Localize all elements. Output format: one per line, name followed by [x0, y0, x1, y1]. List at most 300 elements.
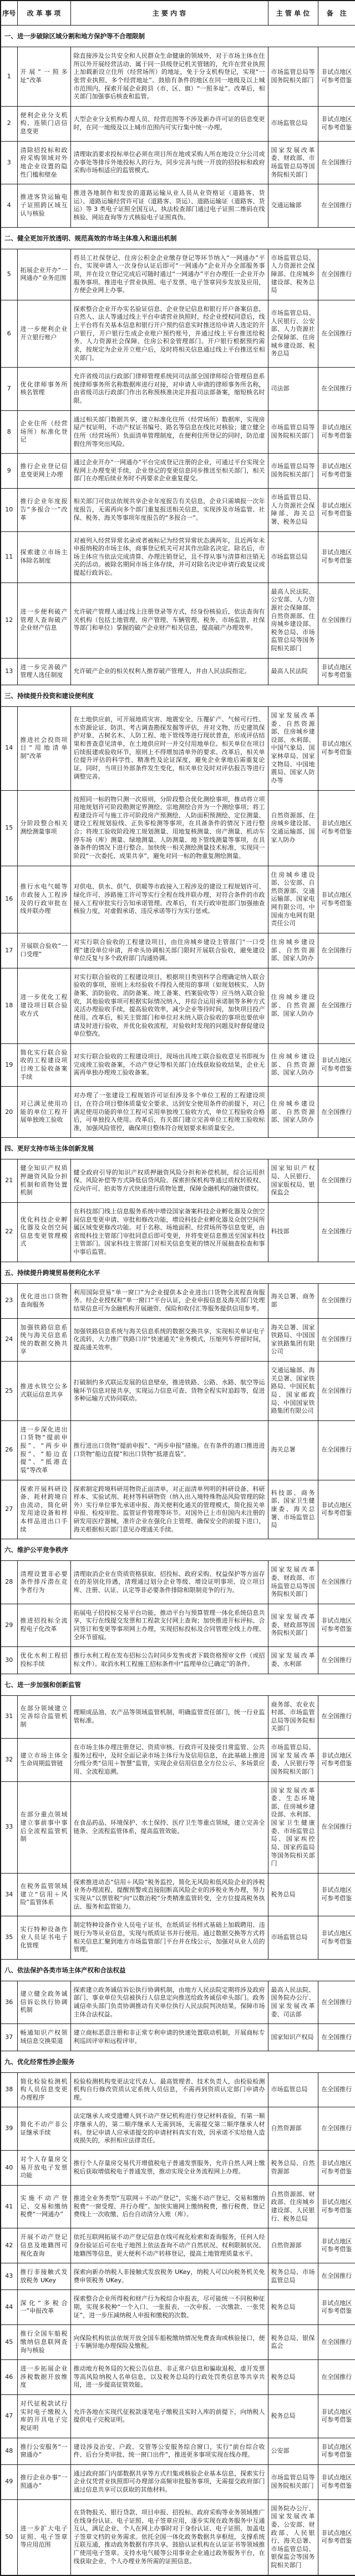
row-number: 8: [1, 410, 17, 454]
main-content-cell: 利用国际贸易“单一窗口”为企业提供本企业进出口货物全流程查询服务。经企业授权和“单一窗口”平台认证，企业申报信息及海关部门处理结果信息可为金融机构开展融资、保险和收付汇等服务提供信用参考。: [70, 1283, 268, 1318]
main-content-cell: 清理取消要求投标单位必须在项目所在地或采购人所在地设立分公司或办事处等排斥外地投标人的行为，同步完善与统一开放的招投标和政府采购市场相适应的监管模式。: [70, 141, 268, 184]
reform-item-cell: 推进招投标全流程电子化改革: [17, 1604, 70, 1647]
main-content-cell: 对实行联合验收的工程建设项目，由住房城乡建设主管部门“一口受理”建设单位申请，并牵头协调相关部门限时开展联合验收，避免建设单位反复与多个政府部门沟通协调。: [70, 933, 268, 968]
row-number: 33: [1, 1781, 17, 1873]
reform-item-cell: 便利企业分支机构、连锁门店信息变更: [17, 106, 70, 141]
row-number: 18: [1, 968, 17, 1043]
section-title: 六、维护公平竞争秩序: [1, 1539, 355, 1561]
responsible-unit-cell: 海关总署、国家铁路局、中国国家铁路集团有限公司: [268, 1318, 318, 1362]
table-row: [1, 141, 355, 184]
main-content-cell: 推动地方税务局的欠税公告信息、非正常户信息和骗取退税、虚开发票等高风险纳税人名单信息，以及税务总局的行政处罚类信息等共享共用，进一步提高征管效能。: [70, 2360, 268, 2395]
remark-cell: 非试点地区可参考借鉴: [318, 1739, 355, 1782]
remark-cell: 在全国推行: [318, 2263, 355, 2290]
responsible-unit-cell: 税务总局、银保监会: [268, 2325, 318, 2360]
responsible-unit-cell: 自然资源部: [268, 2228, 318, 2263]
responsible-unit-cell: 国家发展改革委、财政部、市场监管总局等国务院相关部门: [268, 1561, 318, 1604]
main-content-cell: 检验检测机构变更法定代表人、最高管理者、技术负责人，由检验检测机构自行修改资质认定系统人员信息，不需再到资质认定部门申请办理。: [70, 2072, 268, 2107]
remark-cell: 在全国推行: [318, 1087, 355, 1138]
reform-item-cell: 优化进出口货物查询服务: [17, 1283, 70, 1318]
responsible-unit-cell: 国务院办公厅、国家发展改革委、公安部、财政部、人民银行、海关总署、市场监管总局、银保监会等国务院相关部门: [268, 2499, 318, 2575]
remark-cell: 非试点地区可参考借鉴: [318, 1604, 355, 1647]
column-header-main-content: 主 要 内 容: [70, 1, 268, 26]
row-number: 48: [1, 2438, 17, 2464]
table-row: [1, 1087, 355, 1138]
responsible-unit-cell: 税务总局: [268, 1873, 318, 1916]
main-content-cell: 清理取消企业在资质资格获取、招投标、政府采购、权益保护等方面存在的差别化待遇，清理通过划分企业等级、增设证明事项、设立项目库、注册、认证、认定等非必要条件排除和限制竞争的行为。: [70, 1561, 268, 1604]
table-row: [1, 1318, 355, 1362]
row-number: 9: [1, 454, 17, 489]
table-row: [1, 531, 355, 583]
reform-item-cell: 简化实行联合验收的工程建设项目竣工验收备案手续: [17, 1043, 70, 1087]
section-header-row: [1, 1959, 355, 1981]
reform-item-cell: 推进客货运输电子证照跨区域互认与核验: [17, 184, 70, 228]
row-number: 30: [1, 1647, 17, 1674]
table-row: [1, 2228, 355, 2263]
remark-cell: 在全国推行: [318, 2072, 355, 2107]
main-content-cell: 推行水利工程在发布招标公告时同步发售或者下载资格预审文件（或招标文件）。取消水利工程施工招标条件中“监理单位已确定”的条件。: [70, 1647, 268, 1674]
reform-item-cell: 分阶段整合相关测绘测量事项: [17, 790, 70, 866]
remark-cell: 非试点地区可参考借鉴: [318, 47, 355, 107]
reform-item-cell: 开展联合验收“一口受理”: [17, 933, 70, 968]
responsible-unit-cell: 国家发展改革委、水利部: [268, 1647, 318, 1674]
main-content-cell: 探索整合企业开办实名验证信息、企业登记信息和银行开户备案信息，自然人、法人等通过线上平台申请营业执照时，经企业授权同意后，线上平台将有关基本信息和银行开户预约信息实时推送给申请人选定的开户银行，开户银行生成企业账户预约账号，并通过线上平台推送给税务、人力资源社会保障、住房公积金管理部门。开户银行根据预约需求，按规定为企业开立账户后，及时将相关信息通过线上平台推送至相关部门。: [70, 300, 268, 367]
reform-item-cell: 加强铁路信息系统与海关信息系统的数据交换共享: [17, 1318, 70, 1362]
remark-cell: 非试点地区可参考借鉴: [318, 454, 355, 489]
responsible-unit-cell: 国家知识产权局: [268, 2024, 318, 2051]
reform-item-cell: 推行公安服务“一窗通办”: [17, 2438, 70, 2464]
responsible-unit-cell: 税务总局: [268, 2360, 318, 2395]
column-header-reform-item: 改 革 事 项: [17, 1, 70, 26]
row-number: 50: [1, 2499, 17, 2575]
main-content-cell: 在食品药品、环境保护、水土保持、医疗卫生等重点领域，建立完善全链条、全流程监管体系，提高监管效能。: [70, 1781, 268, 1873]
table-row: [1, 1695, 355, 1739]
main-content-cell: 通过企业开办“一网通办”平台完成登记注册的企业，可通过平台实现全程网上办理变更手续，企业登记的变更信息同步推送至相关部门，相关部门在办理后续业务时不再要求企业重复提交。: [70, 454, 268, 489]
row-number: 22: [1, 1202, 17, 1262]
responsible-unit-cell: 市场监管总局、国家发展改革委、人民银行等国务院相关部门: [268, 1739, 318, 1782]
reform-item-cell: 优化律师事务所核名管理: [17, 368, 70, 411]
row-number: 43: [1, 2263, 17, 2290]
table-row: [1, 410, 355, 454]
main-content-cell: 推行个人存量房交易代开增值税电子普通发票服务，允许自然人网上缴税后获取增值税电子普通发票，推动实现全业务流程网上办理。: [70, 2150, 268, 2185]
section-header-row: [1, 1138, 355, 1159]
row-number: 3: [1, 141, 17, 184]
reform-item-cell: 推行全国车船税缴纳信息联网查询与核验: [17, 2325, 70, 2360]
reform-item-cell: 进一步拓展企业涉税数据开放维度: [17, 2360, 70, 2395]
section-title: 二、健全更加开放透明、规范高效的市场主体准入和退出机制: [1, 227, 355, 249]
responsible-unit-cell: 市场监管总局: [268, 2072, 318, 2107]
section-title: 九、优化经常性涉企服务: [1, 2051, 355, 2072]
reform-item-cell: 进一步深化进出口货物“提前申报”、“两步申报”、“船边直提”、“抵港直装”等改革: [17, 1420, 70, 1480]
main-content-cell: 对供电、供水、供气、供暖等市政接入工程涉及的建设工程规划许可、绿化许可、涉路施工许可等实行全程在线并联办理，对符合条件的市政接入工程审批实行告知承诺管理。改革后，有关行政审批部门加强抽查核验力度，对虚假承诺、违反承诺等行为实行惩戒。: [70, 866, 268, 933]
responsible-unit-cell: 国家发展改革委、自然资源部、住房城乡建设部、水利部、中国气象局、国家林草局、国家文物局、中国地震局、国家人防办等: [268, 706, 318, 790]
main-content-cell: 按照同一标的物只测一次原则，分阶段整合优化测绘事项，推动将立项用地规划许可阶段勘测定界测绘、宗地测绘合并为一个测绘事项；将工程建设许可与施工许可阶段房产预测绘、人防面积预测绘、定位测量、建设工程规划验线、正负零检测等事项，在具备条件的情况下进行整合；将竣工验收阶段竣工规划测量、用地复核测量、房产测量、机动车停车场（库）测量、绿地测量、人防测量、地下管线测量等事项，在具备条件的情况下进行整合。加快统一相关测绘测量技术标准，实现同一阶段“一次委托、成果共享”，避免对同一标的物重复测绘测量。: [70, 790, 268, 866]
table-row: [1, 1362, 355, 1421]
main-content-cell: 拓展电子招投标交易平台功能，推动平台与预算管理一体化系统信息共享，实行在线提交发票和工程款支付网上查询；加快推进开标评标、合同签订和变更等事项网上办理，实现招标投标及合同管理全线上办理、全环节留痕。: [70, 1604, 268, 1647]
reform-item-cell: 深化“多税合一”申报改革: [17, 2290, 70, 2325]
responsible-unit-cell: 科技部、商务部、国家卫生健康委、海关总署、市场监管总局: [268, 1480, 318, 1539]
table-row: [1, 2499, 355, 2575]
responsible-unit-cell: 市场监管总局等国务院相关部门: [268, 410, 318, 454]
row-number: 6: [1, 300, 17, 367]
remark-cell: 在全国推行: [318, 1420, 355, 1480]
reform-item-cell: 进一步便利企业开立银行账户: [17, 300, 70, 367]
reform-item-cell: 优化科技企业孵化器及众创空间信息变更管理模式: [17, 1202, 70, 1262]
reform-item-cell: 开展“一照多址”改革: [17, 47, 70, 107]
reform-item-cell: 对代征税款试行实时电子缴税入库的开具电子完税证明: [17, 2395, 70, 2438]
reform-item-cell: 拓展企业开办“一网通办”业务范围: [17, 249, 70, 300]
table-row: [1, 1043, 355, 1087]
table-row: [1, 47, 355, 107]
main-content-cell: 推进各地制作和发放的道路运输从业人员从业资格证（道路客、货运）、道路运输经营许可证（道路客、货运）、道路运输证（道路客、货运）等 3 类电子证照全国互认，执法检查部门通过电子证照二维码在线核验、网站查询等方式核验电子证照真伪。: [70, 184, 268, 228]
responsible-unit-cell: 国家发展改革委、财政部、市场监管总局等国务院相关部门: [268, 141, 318, 184]
table-row: [1, 489, 355, 532]
row-number: 19: [1, 1043, 17, 1087]
main-content-cell: 对被列入经营异常名录或者被标记为经营异常状态满两年，且近两年未申报纳税的市场主体，商事登记机关可对其作出除名决定。除名后，市场主体应当依法完成清算、办理注销登记，且不得从事与清算和注销无关的活动。被除名期间市场主体存续，并可对除名决定申请行政复议或提起行政诉讼。: [70, 531, 268, 583]
table-row: [1, 1480, 355, 1539]
reform-item-cell: 进一步优化工程建设项目联合验收方式: [17, 968, 70, 1043]
remark-cell: 非试点地区可参考借鉴: [318, 1873, 355, 1916]
row-number: 24: [1, 1318, 17, 1362]
column-header-remark: 备 注: [318, 1, 355, 26]
row-number: 34: [1, 1873, 17, 1916]
reform-item-cell: 探索开展科研设备、耗材跨境自由流动，简化研发用途设备和样本样品进出口手续: [17, 1480, 70, 1539]
row-number: 47: [1, 2395, 17, 2438]
header-row: [1, 1, 355, 26]
main-content-cell: 允许各地在实现代征税款逐笔电子缴税且实时入库的前提下，向纳税人提供电子完税证明。: [70, 2395, 268, 2438]
responsible-unit-cell: 住房城乡建设部、自然资源部、国家人防办: [268, 1087, 318, 1138]
remark-cell: 非试点地区可参考借鉴: [318, 2228, 355, 2263]
section-title: 八、依法保护各类市场主体产权和合法权益: [1, 1959, 355, 1981]
responsible-unit-cell: 税务总局、自然资源部: [268, 2150, 318, 2185]
remark-cell: 在全国推行: [318, 1283, 355, 1318]
responsible-unit-cell: 司法部: [268, 368, 318, 411]
row-number: 49: [1, 2464, 17, 2499]
row-number: 46: [1, 2360, 17, 2395]
reform-item-cell: 在部分重点领域建立事前事中事后全流程监管机制: [17, 1781, 70, 1873]
remark-cell: 非试点地区可参考借鉴: [318, 2150, 355, 2185]
remark-cell: 在全国推行: [318, 2107, 355, 2151]
reform-item-cell: 推行水电气暖等市政接入工程涉及的行政审批在线并联办理: [17, 866, 70, 933]
reform-item-cell: 简化不动产非公证继承手续: [17, 2107, 70, 2151]
reform-item-cell: 对已满足使用功能的单位工程开展单独竣工验收: [17, 1087, 70, 1138]
row-number: 40: [1, 2150, 17, 2185]
reform-item-cell: 探索建立市场主体除名制度: [17, 531, 70, 583]
remark-cell: 非试点地区可参考借鉴: [318, 2499, 355, 2575]
table-row: [1, 658, 355, 685]
table-row: [1, 1916, 355, 1960]
remark-cell: 非试点地区可参考借鉴: [318, 489, 355, 532]
responsible-unit-cell: 税务总局: [268, 2290, 318, 2325]
remark-cell: 非试点地区可参考借鉴: [318, 706, 355, 790]
main-content-cell: 打破制约多式联运发展的信息壁垒，推进铁路、公路、水路、航空等运输环节信息对接共享，实现运力信息可查、货物全程实时追踪等，促进多种运输方式协同联动。: [70, 1362, 268, 1421]
reform-item-cell: 实施不动产登记、交易和缴纳税费“一网通办”: [17, 2185, 70, 2228]
responsible-unit-cell: 市场监管总局、人民银行、公安部、人力资源社会保障部、住房城乡建设部、税务总局: [268, 300, 318, 367]
section-header-row: [1, 2051, 355, 2072]
main-content-cell: 允许破产企业的相关权利人推荐破产管理人，并由人民法院指定。: [70, 658, 268, 685]
section-title: 七、进一步加强和创新监管: [1, 1674, 355, 1695]
remark-cell: 在全国推行: [318, 1561, 355, 1604]
remark-cell: 非试点地区可参考借鉴: [318, 2438, 355, 2464]
reform-item-cell: 简化检验检测机构人员信息变更办理程序: [17, 2072, 70, 2107]
reform-item-cell: 推行非接触式发放税务 UKey: [17, 2263, 70, 2290]
row-number: 45: [1, 2325, 17, 2360]
row-number: 23: [1, 1283, 17, 1318]
main-content-cell: 通过政府部门内部数据共享等方式归集或核验企业基本信息，探索实行企业仅凭营业执照即可办理部分高频审批服务事项，无需提交政府部门通过信息共享可以获取的其他材料。: [70, 2464, 268, 2499]
table-row: [1, 454, 355, 489]
column-header-no: 序号: [1, 1, 17, 26]
column-header-responsible-unit: 主 管 单 位: [268, 1, 318, 26]
table-row: [1, 2263, 355, 2290]
table-row: [1, 300, 355, 367]
table-row: [1, 790, 355, 866]
responsible-unit-cell: 市场监管总局、人力资源社会保障部、住房城乡建设部、税务总局: [268, 249, 318, 300]
row-number: 44: [1, 2290, 17, 2325]
remark-cell: 在全国推行: [318, 2024, 355, 2051]
responsible-unit-cell: 市场监管总局等国务院相关部门: [268, 454, 318, 489]
row-number: 36: [1, 1981, 17, 2024]
remark-cell: 非试点地区可参考借鉴: [318, 2185, 355, 2228]
main-content-cell: 探索整合企业所得税和财产行为税综合申报表，尽可能统一不同税种征期，实现多税种“一个入口、一张报表、一次申报、一次缴款、一张凭证”，进一步压减纳税人申报和缴税的次数。: [70, 2290, 268, 2325]
remark-cell: 在全国推行: [318, 1981, 355, 2024]
table-row: [1, 368, 355, 411]
table-row: [1, 2395, 355, 2438]
table-row: [1, 249, 355, 300]
main-content-cell: 对实行联合验收的工程建设项目，根据项目类别科学合理确定纳入联合验收的事项，原则上未经验收不得投入使用的事项（如规划核实、人防备案、消防验收、消防备案、竣工备案、档案验收等）应当纳入联合验收，其他验收事项可根据实际情况纳入，并综合运用承诺制等多种方式灵活办理验收手续，提高验收效率，减少企业等待时间，加快项目投产使用。改革后，相关主管部门和单位对未纳入联合验收的事项也要依申请及时进行验收，并优化验收流程，对验收时发现的问题及时督促建设单位整改。: [70, 968, 268, 1043]
table-row: [1, 1159, 355, 1203]
responsible-unit-cell: 住房城乡建设部、自然资源部、国家人防办: [268, 968, 318, 1043]
reform-item-cell: 推进社会投资项目“用地清单制”改革: [17, 706, 70, 790]
row-number: 21: [1, 1159, 17, 1203]
table-row: [1, 968, 355, 1043]
main-content-cell: 依托互联网拓展不动产登记信息在线可视化检索和查询服务，任何人经身份验证后可在电子地图上依法查询不动产自然状况、权利限制状况、地籍图等信息，更大便利不动产转移登记，提高土地管理质量水平。: [70, 2228, 268, 2263]
responsible-unit-cell: 市场监管总局: [268, 106, 318, 141]
main-content-cell: 相关部门可依法依规共享企业年度报告有关信息，企业只需填报一次年度报告，无需再向多个部门重复报送相关信息，实现涉及市场监管、社保、税务、海关等事项年度报告的“多报合一”。: [70, 489, 268, 532]
responsible-unit-cell: 市场监管总局: [268, 1916, 318, 1960]
responsible-unit-cell: 科技部: [268, 1202, 318, 1262]
table-row: [1, 2150, 355, 2185]
responsible-unit-cell: 自然资源部、财政部、住房城乡建设部、人民银行、税务总局: [268, 2185, 318, 2228]
section-title: 三、持续提升投资和建设便利度: [1, 685, 355, 706]
responsible-unit-cell: 最高人民法院、公安部、人力资源社会保障部、自然资源部、住房城乡建设部、税务总局、市场监管总局等国务院相关部门: [268, 583, 318, 658]
remark-cell: 在全国推行: [318, 583, 355, 658]
reform-item-cell: 优化水利工程招投标手续: [17, 1647, 70, 1674]
responsible-unit-cell: 市场监管总局: [268, 531, 318, 583]
section-header-row: [1, 685, 355, 706]
reform-item-cell: 在税务监管领域建立“信用＋风险”监管体系: [17, 1873, 70, 1916]
reform-item-cell: 推行企业年度报告“多报合一”改革: [17, 489, 70, 532]
table-row: [1, 184, 355, 228]
main-content-cell: 向保险机构依法依规开放全国车船税缴纳情况免费查询或核验接口，便于车辆异地办理保险及缴税。: [70, 2325, 268, 2360]
responsible-unit-cell: 交通运输部、海关总署、国家铁路局、中国民航局、国家邮政局、中国国家铁路集团有限公司: [268, 1362, 318, 1421]
remark-cell: 在全国推行: [318, 141, 355, 184]
main-content-cell: 探索向新办纳税人非接触式发放税务 UKey，纳税人可以向税务机关免费申领税务 UKey。: [70, 2263, 268, 2290]
row-number: 29: [1, 1604, 17, 1647]
responsible-unit-cell: 公安部: [268, 2438, 318, 2464]
row-number: 13: [1, 658, 17, 685]
main-content-cell: 建立商标恶意注册和非正常专利申请的快速处置联动机制，开展商标专利巡回评审和远程评审。: [70, 2024, 268, 2051]
reform-item-cell: 建立健全政务诚信诉讼执行协调机制: [17, 1981, 70, 2024]
responsible-unit-cell: 国家发展改革委、生态环境部、住房城乡建设部、水利部、国家卫生健康委、市场监管总局、国家疾控局、国家药监局等国务院相关部门: [268, 1781, 318, 1873]
section-title: 五、持续提升跨境贸易便利化水平: [1, 1262, 355, 1283]
main-content-cell: 建设涉及治安、户政、交管等公安服务综合窗口，实行“前台综合收件、后台分类审批、统一窗口出件”，推进更多事项实现在线办理。: [70, 2438, 268, 2464]
responsible-unit-cell: 商务部、农业农村部、市场监管总局等国务院相关部门: [268, 1695, 318, 1739]
main-content-cell: 对实行联合验收的工程建设项目，现场出具竣工联合验收意见书即视为完成竣工验收备案，不动产登记等相关部门在线获取验收结果，企业无需再单独办理竣工验收备案。: [70, 1043, 268, 1087]
reform-item-cell: 在部分领域建立完善综合监管机制: [17, 1695, 70, 1739]
table-row: [1, 2072, 355, 2107]
responsible-unit-cell: 住房城乡建设部、公安部、自然资源部、交通运输部、国家电网有限公司、中国南方电网有限责任公司: [268, 866, 318, 933]
table-row: [1, 2024, 355, 2051]
row-number: 39: [1, 2107, 17, 2151]
row-number: 20: [1, 1087, 17, 1138]
section-header-row: [1, 1539, 355, 1561]
responsible-unit-cell: 住房城乡建设部、自然资源部、国家人防办: [268, 1043, 318, 1087]
reform-item-cell: 进一步便利破产管理人查询破产企业财产信息: [17, 583, 70, 658]
remark-cell: 非试点地区可参考借鉴: [318, 2290, 355, 2325]
responsible-unit-cell: 交通运输部: [268, 184, 318, 228]
remark-cell: 在全国推行: [318, 1695, 355, 1739]
responsible-unit-cell: 海关总署: [268, 1420, 318, 1480]
remark-cell: 在全国推行: [318, 968, 355, 1043]
remark-cell: 在全国推行: [318, 1202, 355, 1262]
row-number: 7: [1, 368, 17, 411]
remark-cell: 在全国推行: [318, 1647, 355, 1674]
reform-item-cell: 推进水铁空公多式联运信息共享: [17, 1362, 70, 1421]
row-number: 32: [1, 1739, 17, 1782]
table-row: [1, 1283, 355, 1318]
table-row: [1, 2360, 355, 2395]
table-row: [1, 2464, 355, 2499]
row-number: 16: [1, 866, 17, 933]
table-row: [1, 1781, 355, 1873]
responsible-unit-cell: 海关总署、商务部: [268, 1283, 318, 1318]
remark-cell: 在全国推行: [318, 2325, 355, 2360]
responsible-unit-cell: 自然资源部、住房城乡建设部、交通运输部、国家人防办: [268, 790, 318, 866]
table-row: [1, 2185, 355, 2228]
table-row: [1, 706, 355, 790]
responsible-unit-cell: 最高人民法院、国务院办公厅、国家发展改革委、司法部: [268, 1981, 318, 2024]
remark-cell: 在全国推行: [318, 1781, 355, 1873]
remark-cell: 非试点地区可参考借鉴: [318, 866, 355, 933]
row-number: 28: [1, 1561, 17, 1604]
main-content-cell: 健全政府引导的知识产权质押融资风险分担和补偿机制，综合运用担保、风险补偿等方式降低信贷风险。探索担保机构等通过质权转股权、反向许可、拍卖等方式快速进行质物处置，保障金融机构的融资债权。: [70, 1159, 268, 1203]
main-content-cell: 探索推进动态“信用＋风险”税务监控，简化无风险和低风险企业的涉税业务办理流程，提醒预警或直接阻断高风险企业的涉税业务办理，努力实现从“以票管税”向“以数治税”分类精准监管转变，全方位提高税务执法、服务和监管能力。: [70, 1873, 268, 1916]
table-row: [1, 1561, 355, 1604]
table-row: [1, 2438, 355, 2464]
responsible-unit-cell: 税务总局、市场监管总局: [268, 2263, 318, 2290]
row-number: 26: [1, 1420, 17, 1480]
main-content-cell: 推进全业务类型“互联网＋不动产登记”，实施不动产登记、交易和缴纳税费“一窗受理、并行办理”。加快实施网上缴纳税费，推行税费、登记费线上一次收缴、后台自动清分入账（库）。: [70, 2185, 268, 2228]
responsible-unit-cell: 住房城乡建设部、自然资源部、国家人防办: [268, 933, 318, 968]
row-number: 14: [1, 706, 17, 790]
main-content-cell: 推行进出口货物“提前申报”、“两步申报”措施。在有条件的港口推进进口货物“船边直提”和出口货物“抵港直装”。: [70, 1420, 268, 1480]
remark-cell: 在全国推行: [318, 2360, 355, 2395]
remark-cell: 在全国推行: [318, 933, 355, 968]
section-header-row: [1, 1674, 355, 1695]
responsible-unit-cell: 最高人民法院: [268, 658, 318, 685]
main-content-cell: 大型企业分支机构办理人员、经营范围等不涉及新办许可证的信息变更时，在同一地级及以上城市范围内可实行集中统一办理。: [70, 106, 268, 141]
remark-cell: 非试点地区可参考借鉴: [318, 531, 355, 583]
table-row: [1, 1873, 355, 1916]
remark-cell: 在全国推行: [318, 1159, 355, 1203]
responsible-unit-cell: 国家知识产权局、人民银行、国家版权局、银保监会: [268, 1159, 318, 1203]
main-content-cell: 法定继承人或受遗赠人到不动产登记机构进行登记材料查验，有第一顺序继承人的，第二顺序继承人无需到场，无需提交第二顺序继承人材料。登记申请人应承诺提交的申请材料真实有效，因承诺不实给他人造成损失的，承担相应法律责任。: [70, 2107, 268, 2151]
reform-item-cell: 对个人存量房交易开放电子发票功能: [17, 2150, 70, 2185]
row-number: 27: [1, 1480, 17, 1539]
table-row: [1, 1981, 355, 2024]
row-number: 12: [1, 583, 17, 658]
row-number: 25: [1, 1362, 17, 1421]
row-number: 11: [1, 531, 17, 583]
main-content-cell: 在科技部门线上信息服务系统中增设国家备案科技企业孵化器及众创空间信息变更申请、审批和修改功能，增设科技企业孵化器及众创空间所属区域变更修改功能。对于名称、场地面积、经营场所等信息变更，由省级科技主管部门审批同意后即可变更，并将变更信息推送至国家科技主管部门。国家科技主管部门对相关信息变更的情况开展抽查检查和事中事后监管。: [70, 1202, 268, 1262]
reform-item-cell: 进一步扩大电子证照、电子签章等应用范围: [17, 2499, 70, 2575]
section-title: 一、进一步破除区域分割和地方保护等不合理限制: [1, 26, 355, 47]
responsible-unit-cell: 税务总局: [268, 2395, 318, 2438]
reform-item-cell: 建立市场主体全生命周期监管链: [17, 1739, 70, 1782]
table-row: [1, 1420, 355, 1480]
reform-item-cell: 开展不动产登记信息及地籍图可视化查询: [17, 2228, 70, 2263]
remark-cell: 非试点地区可参考借鉴: [318, 1480, 355, 1539]
reform-item-cell: 实行特种设备作业人员证书电子化管理: [17, 1916, 70, 1960]
table-row: [1, 2290, 355, 2325]
reform-item-cell: 健全知识产权质押融资风险分担机制和质物处置机制: [17, 1159, 70, 1203]
reform-item-cell: 畅通知识产权领域信息交换渠道: [17, 2024, 70, 2051]
remark-cell: 在全国推行: [318, 1362, 355, 1421]
responsible-unit-cell: 市场监管总局等国务院相关部门: [268, 47, 318, 107]
reform-item-cell: 推行企业登记信息变更网上办理: [17, 454, 70, 489]
table-row: [1, 1739, 355, 1782]
responsible-unit-cell: 市场监管总局、人力资源社会保障部、海关总署、税务总局: [268, 489, 318, 532]
main-content-cell: 在土地供应前，可开展地质灾害、地震安全、压覆矿产、气候可行性、水资源论证、防洪、考古调查勘探发掘等评估，并对文物、历史建筑保护对象、古树名木、人防工程、地下管线等进行现状普查，形成评估结果和普查意见清单，在土地供应时一并交付用地单位。相关单位在项目后续报建或验收环节，原则上不得增加清单外的要求。改革后，相关单位提升评估的科学性、精准性及论证深度，避免企业拿地后需重复论证。同时，当项目外部条件发生变化，相关单位及时对评估报告等进行调整完善。: [70, 706, 268, 790]
row-number: 15: [1, 790, 17, 866]
row-number: 4: [1, 184, 17, 228]
reform-item-cell: 清理设置非必要条件排斥潜在竞争者行为: [17, 1561, 70, 1604]
remark-cell: 非试点地区可参考借鉴: [318, 658, 355, 685]
section-header-row: [1, 227, 355, 249]
table-row: [1, 106, 355, 141]
row-number: 1: [1, 47, 17, 107]
row-number: 31: [1, 1695, 17, 1739]
main-content-cell: 对办理了一张建设工程规划许可证但涉及多个单位工程的工程建设项目，在符合项目整体质量安全要求、达到安全使用条件的前提下，对已满足使用功能的单位工程可采用单独竣工验收方式，单位工程验收合格后，可单独投入使用。改革后，有关部门建立完善单位工程竣工验收标准，加强风险管控，确保项目整体符合规划要求和质量安全。: [70, 1087, 268, 1138]
section-title: 四、更好支持市场主体创新发展: [1, 1138, 355, 1159]
table-row: [1, 2325, 355, 2360]
main-content-cell: 在货物报关、银行贷款、项目申报、招投标、政府采购等业务领域推广在线身份认证、电子证照、电子签章应用，逐步实现在政务服务中互通互认，满足企业、个人在网上办事时对于身份认证、电子证照、加盖电子签章文档的业务需求。依托全国一体化政务数据共享枢纽，支撑系统互联互通，推动政务数据有序共享。鼓励认证机构在认证证书等领域推广使用电子签章。支持水电气暖等公用事业企业通过政务服务平台，在线获取企业、个人办理业务所需的证照信息。: [70, 2499, 268, 2575]
section-header-row: [1, 26, 355, 47]
table-row: [1, 1604, 355, 1647]
responsible-unit-cell: 国家发展改革委、财政部等国务院相关部门: [268, 1604, 318, 1647]
row-number: 10: [1, 489, 17, 532]
responsible-unit-cell: 市场监管总局等国务院相关部门: [268, 2464, 318, 2499]
main-content-cell: 在市场主体办理注册登记、资质审核、行政许可及接受日常监管、公共服务过程中，及时全面记录市场主体行为及信用信息，在此基础上推进分级分类“信用＋智慧”监管，实现企业信用信息全方位公示、多场景应用、全流程追溯。: [70, 1739, 268, 1782]
main-content-cell: 理顺成品油、农产品等领域监管机制，明确监管责任部门，统一行业监管标准。: [70, 1695, 268, 1739]
row-number: 5: [1, 249, 17, 300]
remark-cell: 非试点地区可参考借鉴: [318, 410, 355, 454]
remark-cell: 非试点地区可参考借鉴: [318, 790, 355, 866]
table-row: [1, 933, 355, 968]
row-number: 17: [1, 933, 17, 968]
table-row: [1, 583, 355, 658]
remark-cell: 在全国推行: [318, 184, 355, 228]
remark-cell: 在全国推行: [318, 300, 355, 367]
row-number: 35: [1, 1916, 17, 1960]
main-content-cell: 通过相关部门数据共享，建立标准化住所（经营场所）数据库，实现房屋产权证明、不动产权证书编号、路名等信息在线比对核验；建立健全住所（经营场所）负面清单管理制度，在便利住所登记的同时，防范虚假住所等突出风险。: [70, 410, 268, 454]
remark-cell: 在全国推行: [318, 249, 355, 300]
main-content-cell: 探索建立政务诚信诉讼执行协调机制，由地方人民法院定期将涉及政府部门、事业单位失信被执行人信息定向推送给政务诚信牵头部门。政务诚信牵头部门负责协调推动有关单位执行人民法院判决结果，保障市场主体合法权益。: [70, 1981, 268, 2024]
remark-cell: 非试点地区可参考借鉴: [318, 1043, 355, 1087]
row-number: 41: [1, 2185, 17, 2228]
row-number: 2: [1, 106, 17, 141]
remark-cell: 在全国推行: [318, 368, 355, 411]
section-header-row: [1, 1262, 355, 1283]
